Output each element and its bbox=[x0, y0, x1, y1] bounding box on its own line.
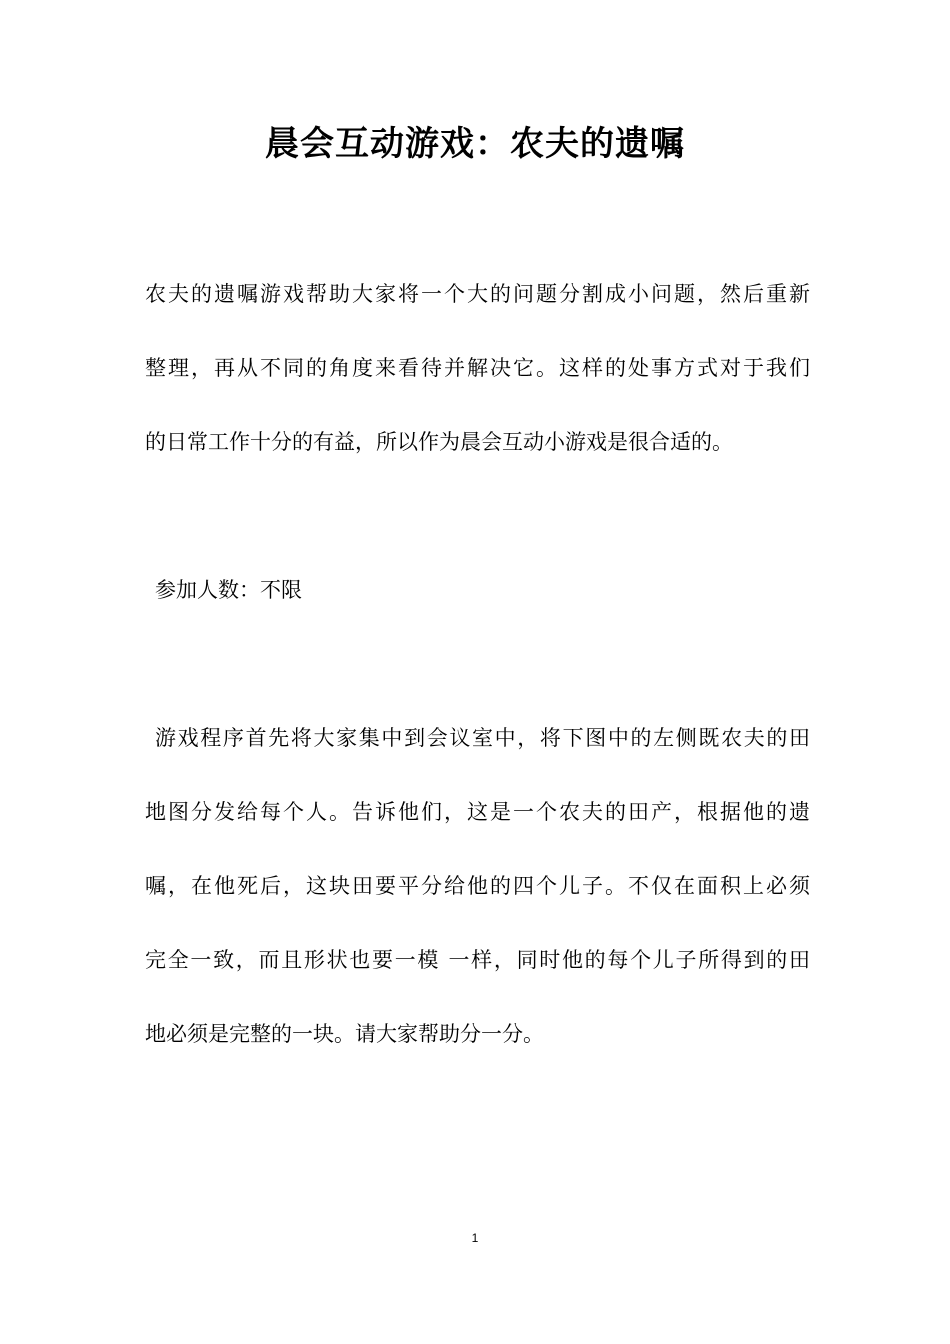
page-number: 1 bbox=[471, 1231, 479, 1245]
intro-line: 整理，再从不同的角度来看待并解决它。这样的处事方式对于我们 bbox=[145, 356, 810, 380]
procedure-line: 完全一致，而且形状也要一模 一样，同时他的每个儿子所得到的田 bbox=[145, 948, 810, 972]
procedure-line: 游戏程序首先将大家集中到会议室中，将下图中的左侧既农夫的田 bbox=[155, 726, 810, 750]
document-title: 晨会互动游戏：农夫的遗嘱 bbox=[265, 124, 685, 164]
intro-line: 的日常工作十分的有益，所以作为晨会互动小游戏是很合适的。 bbox=[145, 430, 733, 454]
participants-text: 参加人数：不限 bbox=[155, 578, 302, 602]
procedure-paragraph bbox=[145, 701, 810, 1071]
intro-paragraph bbox=[145, 257, 810, 479]
procedure-line: 地图分发给每个人。告诉他们，这是一个农夫的田产，根据他的遗 bbox=[145, 800, 810, 824]
procedure-line: 地必须是完整的一块。请大家帮助分一分。 bbox=[145, 1022, 544, 1046]
participants-paragraph bbox=[145, 553, 810, 627]
procedure-line: 嘱，在他死后，这块田要平分给他的四个儿子。不仅在面积上必须 bbox=[145, 874, 810, 898]
intro-line: 农夫的遗嘱游戏帮助大家将一个大的问题分割成小问题，然后重新 bbox=[145, 282, 810, 306]
